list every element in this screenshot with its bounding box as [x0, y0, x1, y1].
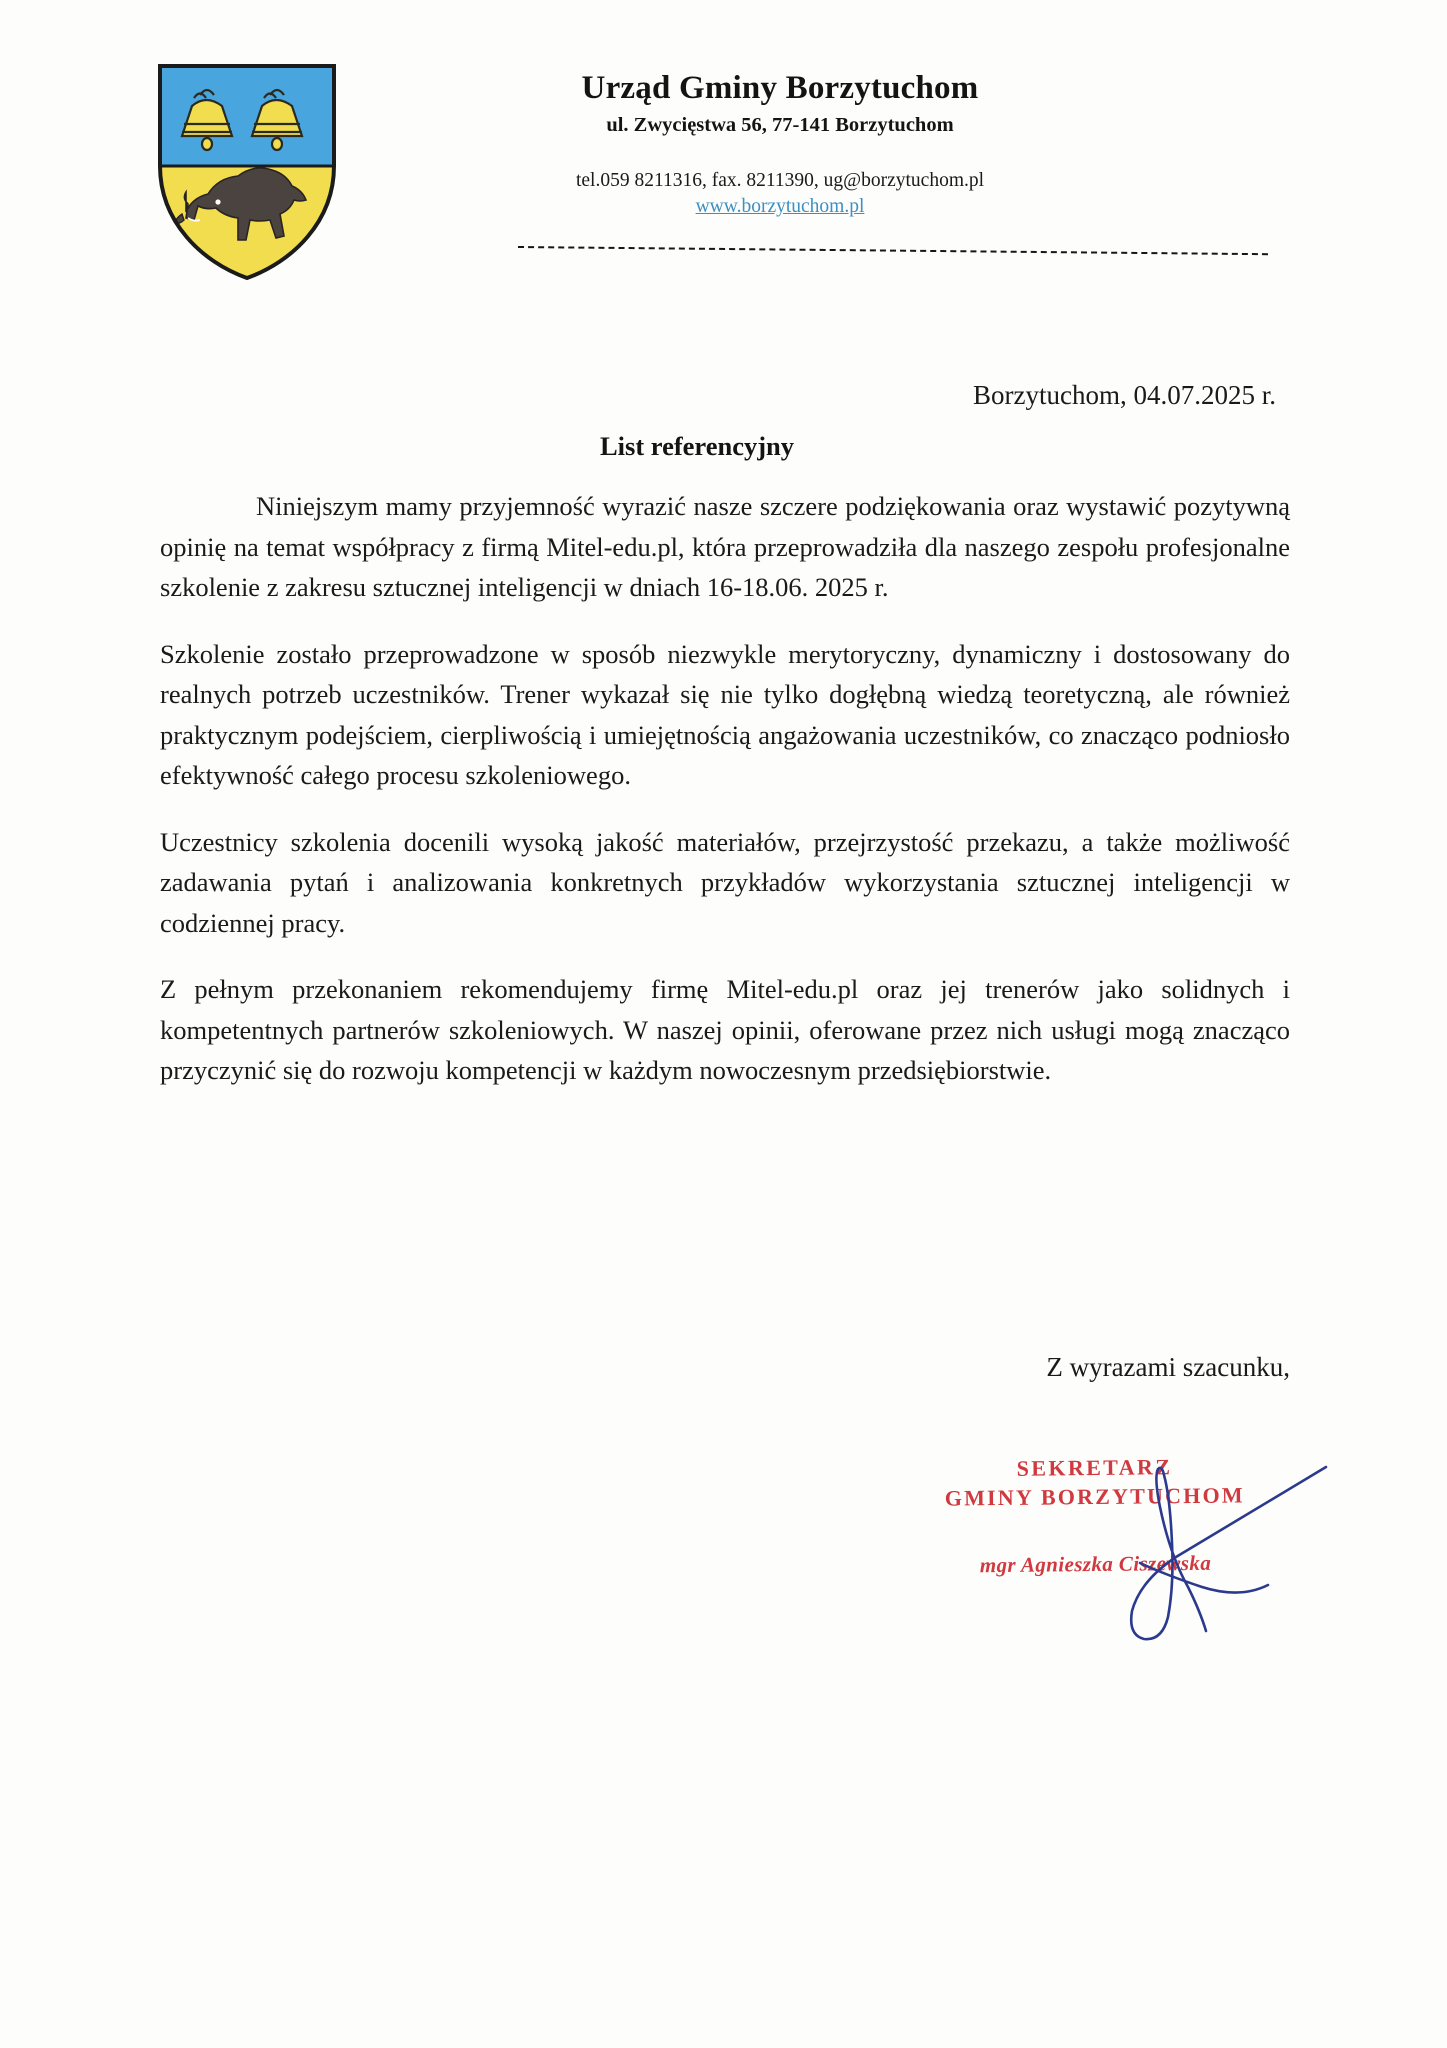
office-contact: tel.059 8211316, fax. 8211390, ug@borzytuchom.pl	[575, 169, 985, 191]
letter-body	[160, 380, 1290, 1117]
paragraph-2: Szkolenie zostało przeprowadzone w sposób niezwykle merytoryczny, dynamiczny i dostosowany do realnych potrzeb uczestników. Trener wykazał się nie tylko dogłębną wiedzą teoretyczną, ale również praktycznym podejściem, cierpliwością i umiejętnością angażowania uczestników, co znacząco podniosło efektywność całego procesu szkoleniowego.	[160, 638, 1290, 791]
office-address: ul. Zwycięstwa 56, 77-141 Borzytuchom	[606, 113, 954, 136]
paragraph-4: Z pełnym przekonaniem rekomendujemy firmę Mitel-edu.pl oraz jej trenerów jako solidnych i kompetentnych partnerów szkoleniowych. W naszej opinii, oferowane przez nich usługi mogą znacząco przyczynić się do rozwoju kompetencji w każdym nowoczesnym przedsiębiorstwie.	[160, 974, 1290, 1086]
header-divider	[518, 246, 1268, 258]
page-title: List referencyjny	[600, 431, 795, 461]
stamp-role-line: SEKRETARZ	[1016, 1454, 1173, 1481]
official-stamp	[899, 1453, 1290, 1579]
letterhead	[0, 48, 1447, 278]
office-website-link[interactable]: www.borzytuchom.pl	[695, 195, 865, 217]
paragraph-3: Uczestnicy szkolenia docenili wysoką jakość materiałów, przejrzystość przekazu, a także możliwość zadawania pytań i analizowania konkretnych przykładów wykorzystania sztucznej inteligencji w codziennej pracy.	[160, 826, 1290, 938]
closing-salutation: Z wyrazami szacunku,	[1046, 1352, 1290, 1382]
letterhead-text	[380, 70, 1180, 218]
dateline: Borzytuchom, 04.07.2025 r.	[973, 380, 1276, 410]
coat-of-arms-crest-icon	[152, 62, 342, 282]
stamp-municipality-line: GMINY BORZYTUCHOM	[944, 1482, 1245, 1511]
signature-block	[900, 1455, 1330, 1635]
stamp-signatory-name: mgr Agnieszka Ciszewska	[979, 1550, 1212, 1578]
paragraph-1: Niniejszym mamy przyjemność wyrazić nasze szczere podziękowania oraz wystawić pozytywną opinię na temat współpracy z firmą Mitel-edu.pl, która przeprowadziła dla naszego zespołu profesjonalne szkolenie z zakresu sztucznej inteligencji w dniach 16-18.06. 2025 r.	[160, 491, 1290, 603]
office-name: Urząd Gminy Borzytuchom	[581, 70, 979, 106]
